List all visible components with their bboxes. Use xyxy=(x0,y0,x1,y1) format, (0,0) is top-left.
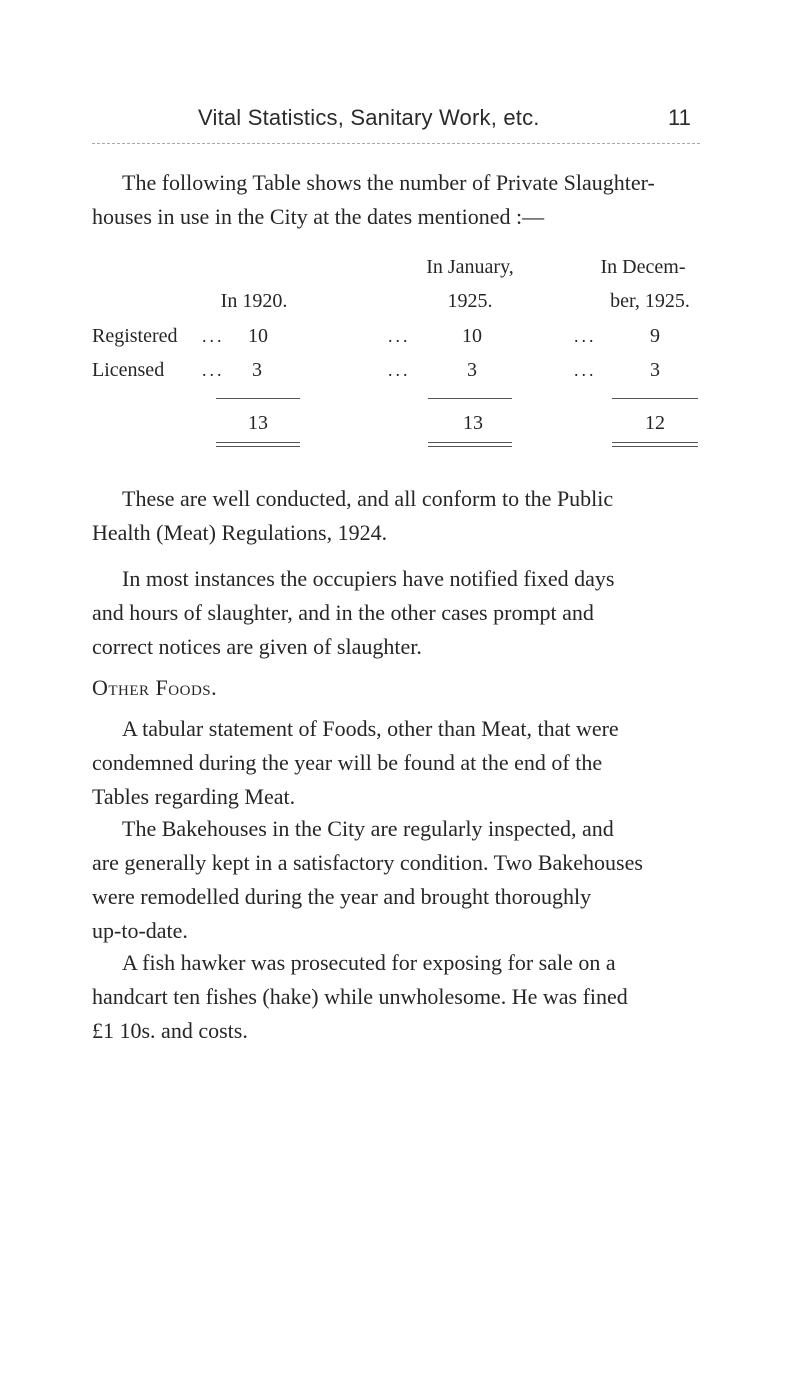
conducted-line-1: These are well conducted, and all conform to the Public xyxy=(122,486,614,511)
total-1920: 13 xyxy=(248,412,268,434)
bakehouses-line-4: up-to-date. xyxy=(92,918,188,943)
bakehouses-line-1: The Bakehouses in the City are regularly inspected, and xyxy=(122,816,614,841)
col-1920-heading: In 1920. xyxy=(220,290,288,312)
tabular-paragraph xyxy=(92,712,704,814)
total-double-rule-1920 xyxy=(216,442,300,447)
tabular-line-2: condemned during the year will be found at the end of the xyxy=(92,750,603,775)
conducted-paragraph xyxy=(92,482,704,550)
col-jan-1925-heading-1: In January, xyxy=(426,256,514,278)
fish-hawker-paragraph xyxy=(92,946,704,1048)
conducted-line-2: Health (Meat) Regulations, 1924. xyxy=(92,520,388,545)
bakehouses-paragraph xyxy=(92,812,704,948)
registered-dec-1925: 9 xyxy=(650,325,660,347)
running-title: Vital Statistics, Sanitary Work, etc. xyxy=(198,105,540,130)
sum-rule-dec-1925 xyxy=(612,398,698,399)
leader-dots: ... xyxy=(388,326,411,346)
leader-dots: ... xyxy=(202,360,225,380)
total-double-rule-dec-1925 xyxy=(612,442,698,447)
leader-dots: ... xyxy=(574,326,597,346)
col-jan-1925-heading-2: 1925. xyxy=(447,290,493,312)
bakehouses-line-3: were remodelled during the year and brought thoroughly xyxy=(92,884,592,909)
row-label-registered: Registered xyxy=(92,325,178,347)
intro-line-2: houses in use in the City at the dates mentioned :— xyxy=(92,204,545,229)
intro-line-1: The following Table shows the number of Private Slaughter- xyxy=(122,170,655,195)
row-label-licensed: Licensed xyxy=(92,359,165,381)
leader-dots: ... xyxy=(388,360,411,380)
occupiers-line-1: In most instances the occupiers have notified fixed days xyxy=(122,566,615,591)
total-dec-1925: 12 xyxy=(645,412,665,434)
occupiers-line-2: and hours of slaughter, and in the other cases prompt and xyxy=(92,600,594,625)
leader-dots: ... xyxy=(202,326,225,346)
fish-line-3: £1 10s. and costs. xyxy=(92,1018,248,1043)
section-heading-other-foods: Other Foods. xyxy=(92,675,218,700)
col-dec-1925-heading-2: ber, 1925. xyxy=(610,290,690,312)
col-dec-1925-heading-1: In Decem- xyxy=(600,256,686,278)
occupiers-line-3: correct notices are given of slaughter. xyxy=(92,634,422,659)
total-double-rule-jan-1925 xyxy=(428,442,512,447)
bakehouses-line-2: are generally kept in a satisfactory condition. Two Bakehouses xyxy=(92,850,643,875)
page-number: 11 xyxy=(668,105,691,130)
leader-dots: ... xyxy=(574,360,597,380)
header-rule xyxy=(92,143,700,144)
licensed-dec-1925: 3 xyxy=(650,359,660,381)
intro-paragraph xyxy=(92,166,704,234)
occupiers-paragraph xyxy=(92,562,704,664)
tabular-line-1: A tabular statement of Foods, other than Meat, that were xyxy=(122,716,619,741)
total-jan-1925: 13 xyxy=(463,412,483,434)
sum-rule-1920 xyxy=(216,398,300,399)
licensed-jan-1925: 3 xyxy=(467,359,477,381)
fish-line-1: A fish hawker was prosecuted for exposing for sale on a xyxy=(122,950,616,975)
tabular-line-3: Tables regarding Meat. xyxy=(92,784,296,809)
registered-jan-1925: 10 xyxy=(462,325,482,347)
registered-1920: 10 xyxy=(248,325,268,347)
fish-line-2: handcart ten fishes (hake) while unwholesome. He was fined xyxy=(92,984,628,1009)
sum-rule-jan-1925 xyxy=(428,398,512,399)
licensed-1920: 3 xyxy=(252,359,262,381)
